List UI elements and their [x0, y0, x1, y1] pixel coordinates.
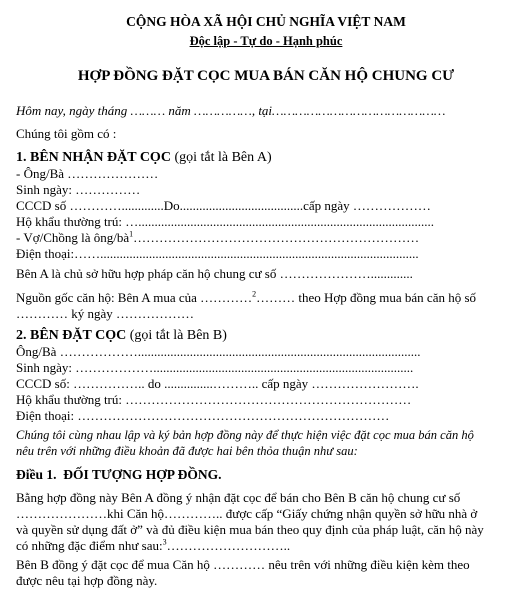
- party-a-heading-label: 1. BÊN NHẬN ĐẶT CỌC: [16, 150, 171, 165]
- article-1-para-3: và quyền sử dụng đất ở” và đủ điều kiện mua bán theo quy định của pháp luật, căn hộ này: [16, 522, 484, 537]
- party-a-origin-cont: ………… ký ngày ………………: [16, 306, 195, 321]
- article-1-para-2: …………………khi Căn hộ………….. được cấp “Giấy chứng nhận quyền sở hữu nhà ở: [16, 506, 478, 521]
- party-a-id: CCCD số ………….............Do......................................cấp ngày ………………: [16, 198, 431, 213]
- party-a-dob: Sinh ngày: ……………: [16, 182, 141, 197]
- spouse-label: - Vợ/Chồng là ông/bà: [16, 230, 130, 245]
- party-b-heading: [16, 328, 227, 344]
- features-blank: ………………………..: [166, 538, 291, 553]
- party-b-heading-label: 2. BÊN ĐẶT CỌC: [16, 328, 127, 343]
- party-b-residence: Hộ khẩu thường trú: …………………………………………………………: [16, 392, 412, 407]
- party-b-id: CCCD số: …………….. do ...............……….. cấp ngày …………………….: [16, 376, 419, 391]
- footnote-ref-1: 1: [129, 229, 134, 239]
- features-label: có những đặc điểm như sau:: [16, 538, 163, 553]
- party-b-name: Ông/Bà ……………….......................................................................................: [16, 344, 421, 359]
- party-a-phone: Điện thoại:……..................................................................................................: [16, 246, 419, 261]
- footnote-ref-2: 2: [252, 289, 257, 299]
- article-1-para-1: Bằng hợp đồng này Bên A đồng ý nhận đặt cọc để bán cho Bên B căn hộ chung cư số: [16, 490, 461, 505]
- date-line: Hôm nay, ngày tháng ……… năm ……………, tại………………………………………: [16, 103, 446, 118]
- party-a-heading-note: (gọi tắt là Bên A): [170, 150, 272, 165]
- agreement-line-1: Chúng tôi cùng nhau lập và ký bản hợp đồng này để thực hiện việc đặt cọc mua bán căn hộ: [16, 428, 474, 442]
- origin-text-b: ……… theo Hợp đồng mua bán căn hộ số: [256, 290, 477, 305]
- article-1-para-4: [16, 538, 290, 554]
- agreement-line-2: nêu trên với những điều khoản đã được hai bên thỏa thuận như sau:: [16, 444, 358, 458]
- footnote-ref-3: 3: [162, 537, 167, 547]
- party-b-heading-note: (gọi tắt là Bên B): [126, 328, 227, 343]
- party-b-dob: Sinh ngày: ………………................................................................................: [16, 360, 414, 375]
- motto: Độc lập - Tự do - Hạnh phúc: [189, 34, 343, 48]
- party-a-residence: Hộ khẩu thường trú: …...........................................................................................: [16, 214, 434, 229]
- article-1-heading: [16, 467, 222, 483]
- parties-intro: Chúng tôi gồm có :: [16, 126, 117, 141]
- party-a-ownership: Bên A là chủ sở hữu hợp pháp căn hộ chung cư số ………………….............: [16, 266, 413, 281]
- document-title: HỢP ĐỒNG ĐẶT CỌC MUA BÁN CĂN HỘ CHUNG CƯ: [77, 68, 455, 84]
- party-a-name: - Ông/Bà …………………: [16, 166, 159, 181]
- national-header: CỘNG HÒA XÃ HỘI CHỦ NGHĨA VIỆT NAM: [126, 14, 406, 29]
- article-1-title: ĐỐI TƯỢNG HỢP ĐỒNG.: [63, 467, 222, 482]
- origin-text-a: Nguồn gốc căn hộ: Bên A mua của …………: [16, 290, 253, 305]
- party-b-phone: Điện thoại: ………………………………………………………………: [16, 408, 390, 423]
- party-a-origin: [16, 290, 476, 306]
- spouse-blank: …………………………………………………………: [133, 230, 420, 245]
- party-a-spouse: [16, 230, 419, 246]
- article-1-label: Điều 1.: [16, 467, 57, 482]
- party-a-heading: [16, 150, 272, 166]
- article-1-para-5: Bên B đồng ý đặt cọc để mua Căn hộ ………… nêu trên với những điều kiện kèm theo: [16, 557, 470, 572]
- article-1-para-6: được nêu tại hợp đồng này.: [16, 573, 158, 588]
